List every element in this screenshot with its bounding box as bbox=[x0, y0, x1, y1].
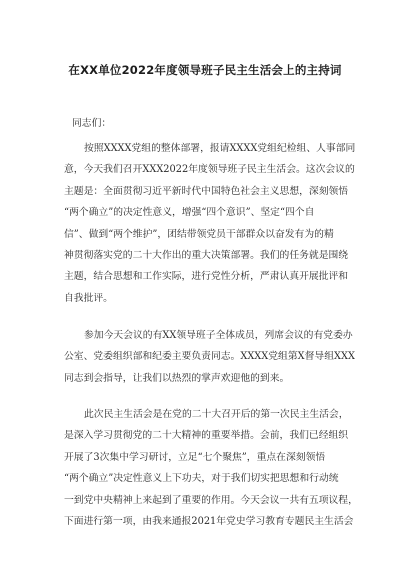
paragraph-line: 参加今天会议的有XX领导班子全体成员，列席会议的有党委办 bbox=[84, 330, 353, 341]
paragraph-2 bbox=[64, 325, 364, 389]
paragraph-line: 同志到会指导，让我们以热烈的掌声欢迎他的到来。 bbox=[64, 372, 290, 384]
paragraph-line: 意，今天我们召开XXX2022年度领导班子民主生活会。这次会议的 bbox=[64, 164, 355, 176]
paragraph-line: 主题是：全面贯彻习近平新时代中国特色社会主义思想，深刻领悟 bbox=[64, 185, 349, 197]
paragraph-line: 开展了3次集中学习研讨，立足“七个聚焦”，重点在深刻领悟 bbox=[64, 451, 326, 463]
paragraph-line: 按照XXXX党组的整体部署，报请XXXX党组纪检组、人事部同 bbox=[84, 143, 356, 154]
paragraph-line: 主题，结合思想和工作实际，进行党性分析，严肃认真开展批评和 bbox=[64, 271, 349, 283]
paragraph-line: 是深入学习贯彻党的二十大精神的重要举措。会前，我们已经组织 bbox=[64, 430, 349, 442]
paragraph-line: 此次民主生活会是在党的二十大召开后的第一次民主生活会， bbox=[84, 409, 349, 420]
paragraph-3 bbox=[64, 404, 364, 532]
paragraph-1 bbox=[64, 138, 364, 309]
paragraph-line: 自我批评。 bbox=[64, 292, 113, 304]
paragraph-line: 下面进行第一项，由我来通报2021年党史学习教育专题民主生活会 bbox=[64, 515, 354, 527]
document-title: 在XX单位2022年度领导班子民主生活会上的主持词 bbox=[68, 63, 342, 77]
paragraph-line: “两个确立”的决定性意义，增强“四个意识”、坚定“四个自 bbox=[64, 207, 315, 219]
paragraph-line: 信”、做到“两个维护”，团结带领党员干部群众以奋发有为的精 bbox=[64, 228, 334, 240]
paragraph-line: 神贯彻落实党的二十大作出的重大决策部署。我们的任务就是围绕 bbox=[64, 249, 349, 261]
paragraph-line: “两个确立”决定性意义上下功夫，对于我们切实把思想和行动统 bbox=[64, 473, 339, 485]
paragraph-line: 一到党中央精神上来起到了重要的作用。今天会议一共有五项议程， bbox=[64, 494, 358, 506]
salutation: 同志们： bbox=[72, 118, 112, 129]
paragraph-line: 公室、党委组织部和纪委主要负责同志。XXXX党组第X督导组XXX bbox=[64, 351, 355, 363]
